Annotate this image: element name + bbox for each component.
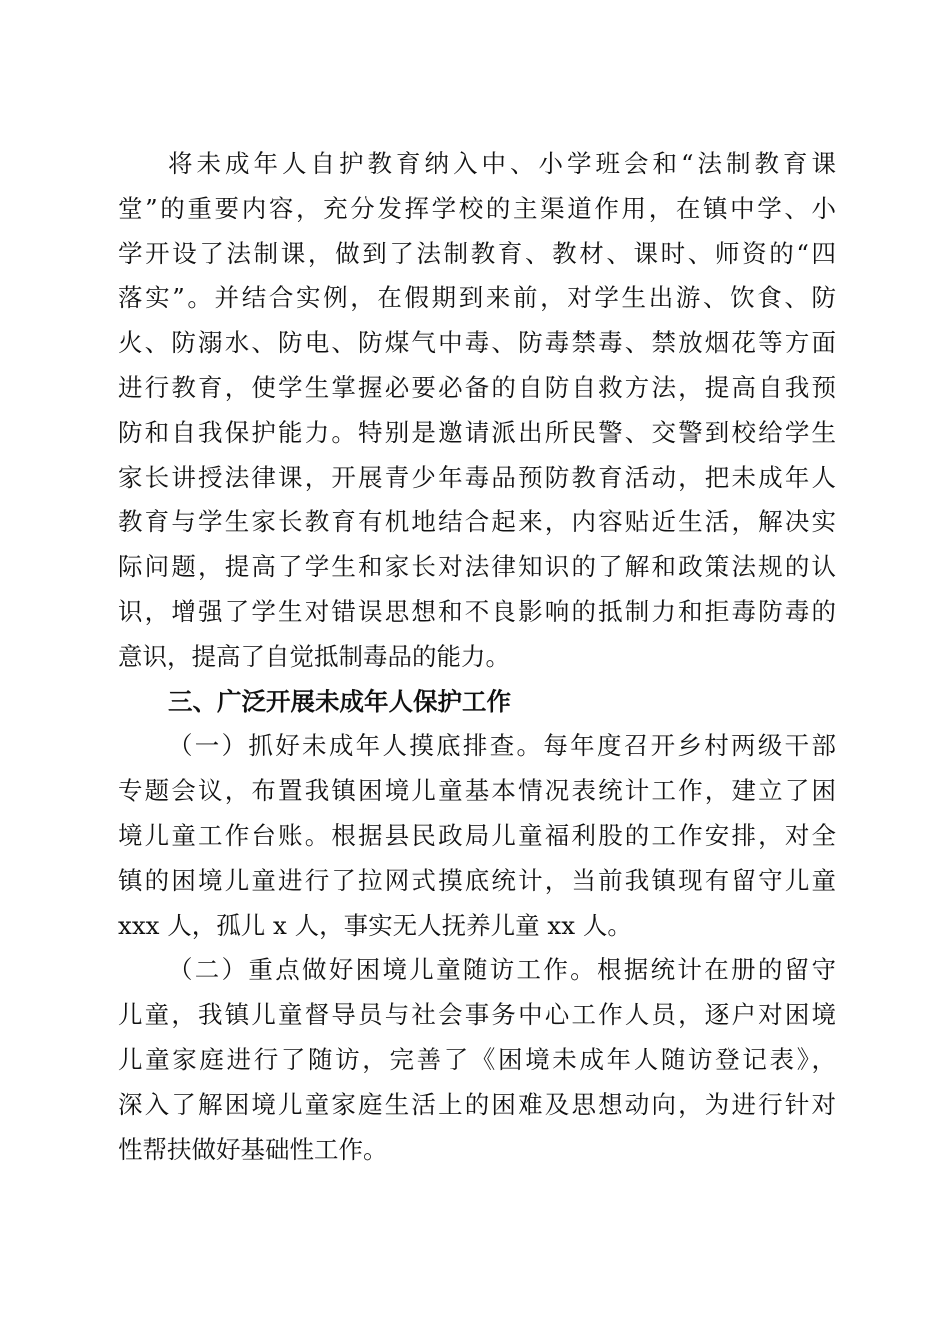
text-line: 进行教育，使学生掌握必要必备的自防自救方法，提高自我预	[118, 372, 836, 402]
text-line: 性帮扶做好基础性工作。	[118, 1134, 388, 1164]
text-line: 防和自我保护能力。特别是邀请派出所民警、交警到校给学生	[118, 417, 836, 447]
text-line: 境儿童工作台账。根据县民政局儿童福利股的工作安排，对全	[118, 820, 836, 850]
subsection-lead: （一）抓好未成年人摸底排查。	[168, 731, 544, 761]
paragraph-follow-up-visits	[118, 948, 836, 1172]
text-line: xxx 人，孤儿 x 人，事实无人抚养儿童 xx 人。	[118, 910, 632, 940]
text-line: 深入了解困境儿童家庭生活上的困难及思想动向，为进行针对	[118, 1089, 836, 1119]
document-body	[118, 142, 836, 1172]
text-line: 堂”的重要内容，充分发挥学校的主渠道作用，在镇中学、小	[118, 193, 836, 223]
text-line: 教育与学生家长教育有机地结合起来，内容贴近生活，解决实	[118, 507, 836, 537]
text-line: 镇的困境儿童进行了拉网式摸底统计，当前我镇现有留守儿童	[118, 865, 836, 895]
text-line: 识，增强了学生对错误思想和不良影响的抵制力和拒毒防毒的	[118, 596, 836, 626]
text-line: 将未成年人自护教育纳入中、小学班会和“法制教育课	[168, 149, 836, 178]
text-line	[118, 724, 836, 769]
text-run: 每年度召开乡村两级干部	[543, 731, 836, 761]
subsection-lead: （二）重点做好困境儿童随访工作。	[168, 955, 597, 985]
paragraph-minor-self-protection-education	[118, 142, 836, 680]
text-line: 际问题，提高了学生和家长对法律知识的了解和政策法规的认	[118, 552, 836, 582]
text-line: 专题会议，布置我镇困境儿童基本情况表统计工作，建立了困	[118, 776, 836, 806]
text-run: 根据统计在册的留守	[597, 955, 836, 985]
text-line: 火、防溺水、防电、防煤气中毒、防毒禁毒、禁放烟花等方面	[118, 328, 836, 358]
text-line	[118, 948, 836, 993]
text-line: 意识，提高了自觉抵制毒品的能力。	[118, 641, 510, 671]
text-line: 儿童，我镇儿童督导员与社会事务中心工作人员，逐户对困境	[118, 1000, 836, 1030]
text-line: 落实”。并结合实例，在假期到来前，对学生出游、饮食、防	[118, 283, 836, 313]
paragraph-minor-survey	[118, 724, 836, 948]
text-line: 家长讲授法律课，开展青少年毒品预防教育活动，把未成年人	[118, 462, 836, 492]
text-line: 学开设了法制课，做到了法制教育、教材、课时、师资的“四	[118, 238, 836, 268]
text-line: 儿童家庭进行了随访，完善了《困境未成年人随访登记表》，	[118, 1044, 836, 1074]
section-heading: 三、广泛开展未成年人保护工作	[168, 686, 511, 716]
